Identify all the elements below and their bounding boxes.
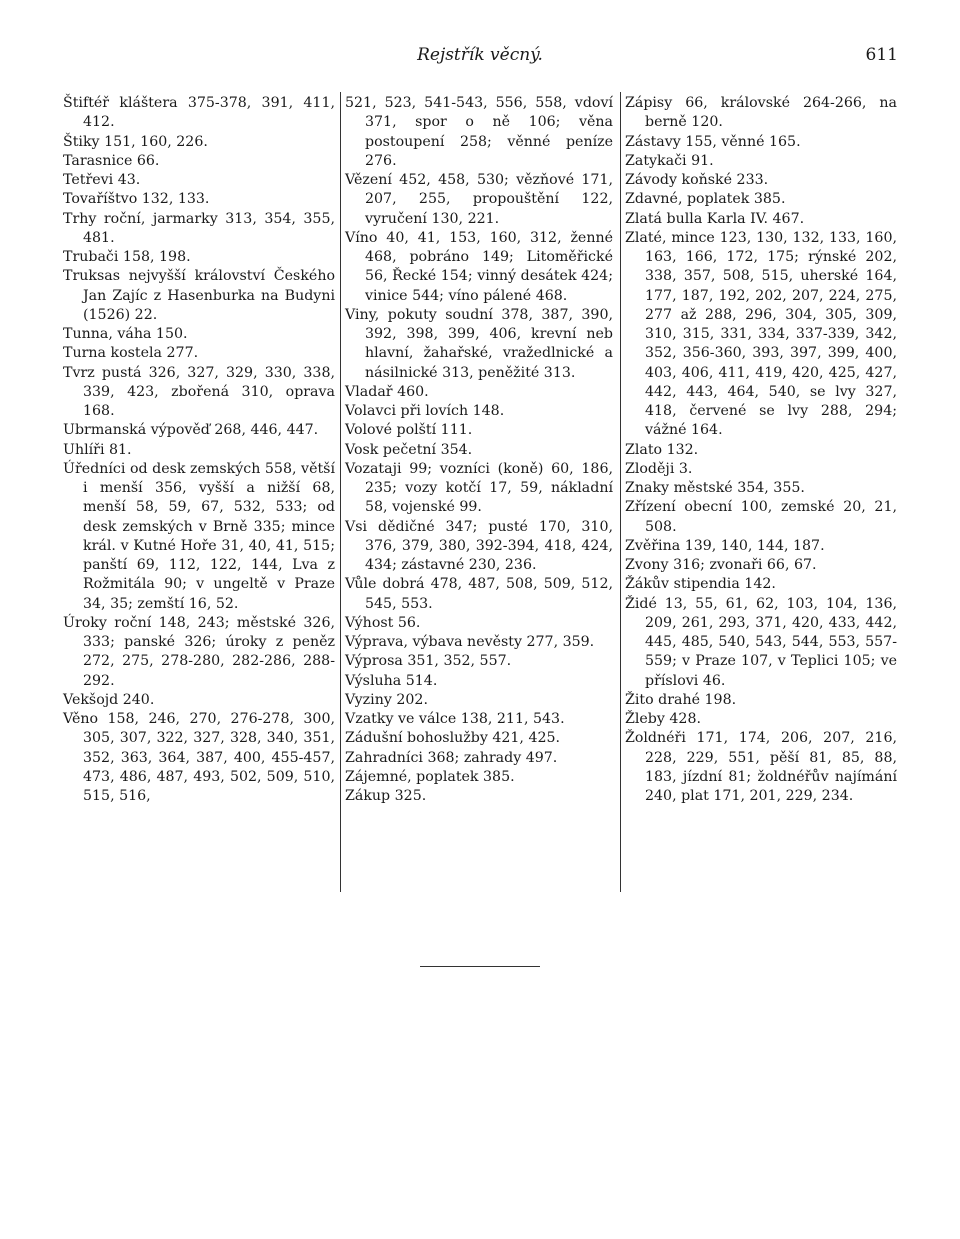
index-entry: Volavci při lovích 148.	[345, 403, 505, 419]
index-entry: Zatykači 91.	[625, 152, 714, 169]
index-entry: Vyziny 202.	[345, 691, 428, 708]
index-entry: Vozataji 99; vozníci (koně) 60, 186, 235; vozy kotčí 17, 59, nákladní 58, vojenské 99.	[345, 460, 613, 516]
index-entry: Ubrmanská výpověď 268, 446, 447.	[63, 422, 319, 439]
index-entry: Vsi dědičné 347; pusté 170, 310, 376, 379, 380, 392-394, 418, 424, 434; zástavné 230, 236.	[345, 518, 613, 573]
index-entry: Výhost 56.	[345, 614, 421, 631]
index-column-2	[345, 94, 613, 806]
index-entry: Vzatky ve válce 138, 211, 543.	[345, 711, 565, 727]
index-column-1	[63, 94, 335, 806]
index-entry: Trubači 158, 198.	[63, 249, 191, 265]
index-entry: Závody koňské 233.	[625, 172, 769, 188]
index-entry: Turna kostela 277.	[63, 345, 199, 362]
index-entry: 521, 523, 541-543, 556, 558, vdoví 371, spor o ně 106; věna postoupení 258; věnné peníze 276.	[345, 95, 613, 169]
page-number: 611	[865, 45, 898, 65]
index-entry: Tetřevi 43.	[63, 172, 141, 188]
index-entry: Úroky roční 148, 243; městské 326, 333; panské 326; úroky z peněz 272, 275, 278-280, 282-286, 288-292.	[63, 614, 335, 689]
index-entry: Zákup 325.	[345, 788, 427, 804]
index-entry: Zástavy 155, věnné 165.	[625, 133, 801, 150]
index-entry: Víno 40, 41, 153, 160, 312, žеnné 468, pobráno 149; Litoměřické 56, Řecké 154; vinný desátek 424; vinice 544; víno pálené 468.	[345, 229, 613, 304]
index-entry: Zahradníci 368; zahrady 497.	[345, 749, 558, 766]
index-entry: Výprosa 351, 352, 557.	[345, 653, 512, 670]
column-divider	[620, 92, 621, 892]
index-entry: Vekšojd 240.	[63, 691, 155, 708]
index-entry: Truksas nejvyšší království Českého Jan Zajíc z Hasenburka na Budyni (1526) 22.	[63, 268, 335, 323]
index-entry: Vladař 460.	[345, 383, 429, 400]
index-entry: Výsluha 514.	[345, 672, 438, 689]
index-entry: Výprava, výbava nevěsty 277, 359.	[345, 634, 595, 650]
index-entry: Zlaté, mince 123, 130, 132, 133, 160, 163, 166, 172, 175; rýnské 202, 338, 357, 508, 515, uherské 164, 177, 187, 192, 202, 207, 224, 275, 277 až 288, 296, 304, 305, 309, 310, 315, 331, 334, 337-339, 342, 352, 356-360, 393, 397, 399, 400, 403, 406, 411, 419, 420, 425, 427, 442, 443, 464, 540, se lvy 327, 418, červené se lvy 288, 294; vážné 164.	[625, 229, 897, 439]
index-entry: Tunna, váha 150.	[63, 326, 188, 342]
index-entry: Trhy roční, jarmarky 313, 354, 355, 481.	[63, 210, 335, 246]
index-entry: Tovaříštvo 132, 133.	[63, 191, 210, 208]
index-entry: Zvony 316; zvonaři 66, 67.	[625, 557, 817, 573]
column-divider	[340, 92, 341, 892]
end-rule	[420, 966, 540, 967]
index-entry: Zdavné, poplatek 385.	[625, 191, 786, 208]
index-entry: Žoldnéři 171, 174, 206, 207, 216, 228, 229, 551, pěší 81, 85, 88, 183, jízdní 81; žoldnéřův najímání 240, plat 171, 201, 229, 234.	[625, 730, 897, 804]
index-entry: Zlatá bulla Karla IV. 467.	[625, 210, 805, 227]
index-entry: Vůle dobrá 478, 487, 508, 509, 512, 545, 553.	[345, 576, 613, 612]
index-entry: Věno 158, 246, 270, 276-278, 300, 305, 307, 322, 327, 328, 340, 351, 352, 363, 364, 387, 400, 455-457, 473, 486, 487, 493, 502, 509, 510, 515, 516,	[63, 711, 335, 804]
index-entry: Volové polští 111.	[345, 422, 473, 439]
running-header-title: Rejstřík věcný.	[417, 45, 543, 65]
index-entry: Židé 13, 55, 61, 62, 103, 104, 136, 209, 261, 293, 371, 420, 433, 442, 445, 485, 540, 543, 544, 553, 557-559; v Praze 107, v Teplici 105; ve příslovi 46.	[625, 595, 897, 689]
index-entry: Znaky městské 354, 355.	[625, 480, 805, 496]
index-entry: Žákův stipendia 142.	[625, 576, 776, 593]
index-entry: Zádušní bohoslužby 421, 425.	[345, 730, 561, 747]
index-entry: Štiftéř kláštera 375-378, 391, 411, 412.	[63, 95, 335, 131]
index-entry: Zlato 132.	[625, 441, 699, 458]
index-entry: Úředníci od desk zemských 558, větší i menší 356, vyšší a nižší 68, menší 58, 59, 67, 532, 533; od desk zemských v Brně 335; mince král. v Kutné Hoře 31, 40, 41, 515; panští 69, 112, 122, 144, Lva z Rožmitála 90; v ungeltě v Praze 34, 35; zemští 16, 52.	[63, 460, 335, 612]
index-entry: Uhlíři 81.	[63, 441, 132, 458]
index-entry: Štiky 151, 160, 226.	[63, 133, 208, 150]
index-entry: Vosk pečetní 354.	[345, 441, 473, 458]
index-entry: Zvěřina 139, 140, 144, 187.	[625, 537, 825, 554]
index-entry: Zápisy 66, královské 264-266, na berně 120.	[625, 95, 897, 131]
index-entry: Viny, pokuty soudní 378, 387, 390, 392, 398, 399, 406, krevní neb hlavní, žahařské, vražedlnické a násilnické 313, peněžité 313.	[345, 306, 613, 381]
index-entry: Žleby 428.	[625, 711, 701, 727]
index-entry: Tvrz pustá 326, 327, 329, 330, 338, 339, 423, zbořená 310, oprava 168.	[63, 364, 335, 419]
index-entry: Žito drahé 198.	[625, 691, 737, 708]
index-entry: Zájemné, poplatek 385.	[345, 768, 515, 785]
index-entry: Tarasnice 66.	[63, 152, 160, 169]
index-entry: Zloději 3.	[625, 460, 693, 477]
index-entry: Vězení 452, 458, 530; vězňové 171, 207, 255, propouštění 122, vyručení 130, 221.	[345, 172, 613, 227]
index-entry: Zřízení obecní 100, zemské 20, 21, 508.	[625, 499, 897, 535]
index-column-3	[625, 94, 897, 806]
